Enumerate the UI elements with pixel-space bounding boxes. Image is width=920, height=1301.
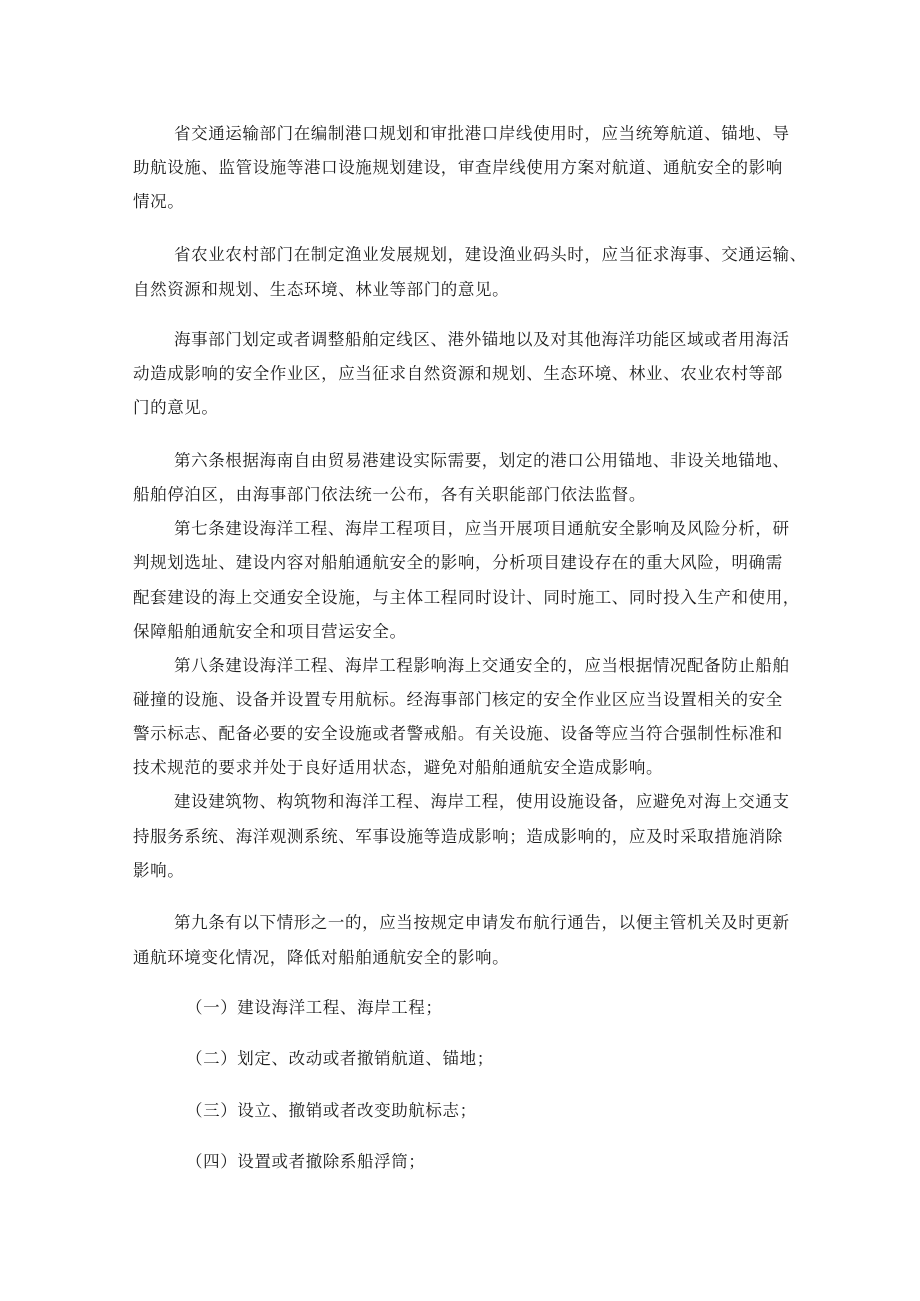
text-line: 省农业农村部门在制定渔业发展规划，建设渔业码头时，应当征求海事、交通运输、 xyxy=(174,245,807,264)
text-line: 警示标志、配备必要的安全设施或者警戒船。有关设施、设备等应当符合强制性标准和 xyxy=(133,724,783,743)
text-line: 影响。 xyxy=(133,861,185,880)
text-line: 保障船舶通航安全和项目营运安全。 xyxy=(133,622,407,641)
text-line: 动造成影响的安全作业区，应当征求自然资源和规划、生态环境、林业、农业农村等部 xyxy=(133,364,783,383)
list-item: （三）设立、撤销或者改变助航标志； xyxy=(186,1101,477,1120)
list-item: （四）设置或者撤除系船浮筒； xyxy=(186,1152,426,1171)
text-line: 自然资源和规划、生态环境、林业等部门的意见。 xyxy=(133,280,510,299)
text-line: 海事部门划定或者调整船舶定线区、港外锚地以及对其他海洋功能区域或者用海活 xyxy=(174,330,790,349)
text-line: 建设建筑物、构筑物和海洋工程、海岸工程，使用设施设备，应避免对海上交通支 xyxy=(174,792,790,811)
text-line: 第六条根据海南自由贸易港建设实际需要，划定的港口公用锚地、非设关地锚地、 xyxy=(174,451,790,470)
text-line: 门的意见。 xyxy=(133,398,219,417)
text-line: 持服务系统、海洋观测系统、军事设施等造成影响；造成影响的，应及时采取措施消除 xyxy=(133,827,783,846)
text-line: 判规划选址、建设内容对船舶通航安全的影响，分析项目建设存在的重大风险，明确需 xyxy=(133,553,783,572)
text-line: 配套建设的海上交通安全设施，与主体工程同时设计、同时施工、同时投入生产和使用， xyxy=(133,588,800,607)
text-line: 情况。 xyxy=(133,192,185,211)
text-line: 省交通运输部门在编制港口规划和审批港口岸线使用时，应当统筹航道、锚地、导 xyxy=(174,124,790,143)
text-line: 助航设施、监管设施等港口设施规划建设，审查岸线使用方案对航道、通航安全的影响 xyxy=(133,158,783,177)
text-line: 第九条有以下情形之一的，应当按规定申请发布航行通告，以便主管机关及时更新 xyxy=(174,913,790,932)
list-item: （一）建设海洋工程、海岸工程； xyxy=(186,998,443,1017)
text-line: 通航环境变化情况，降低对船舶通航安全的影响。 xyxy=(133,948,510,967)
text-line: 第八条建设海洋工程、海岸工程影响海上交通安全的，应当根据情况配备防止船舶 xyxy=(174,656,790,675)
text-line: 船舶停泊区，由海事部门依法统一公布，各有关职能部门依法监督。 xyxy=(133,485,646,504)
list-item: （二）划定、改动或者撤销航道、锚地； xyxy=(186,1049,494,1068)
text-line: 碰撞的设施、设备并设置专用航标。经海事部门核定的安全作业区应当设置相关的安全 xyxy=(133,690,783,709)
text-line: 技术规范的要求并处于良好适用状态，避免对船舶通航安全造成影响。 xyxy=(133,758,664,777)
text-line: 第七条建设海洋工程、海岸工程项目，应当开展项目通航安全影响及风险分析，研 xyxy=(174,519,790,538)
